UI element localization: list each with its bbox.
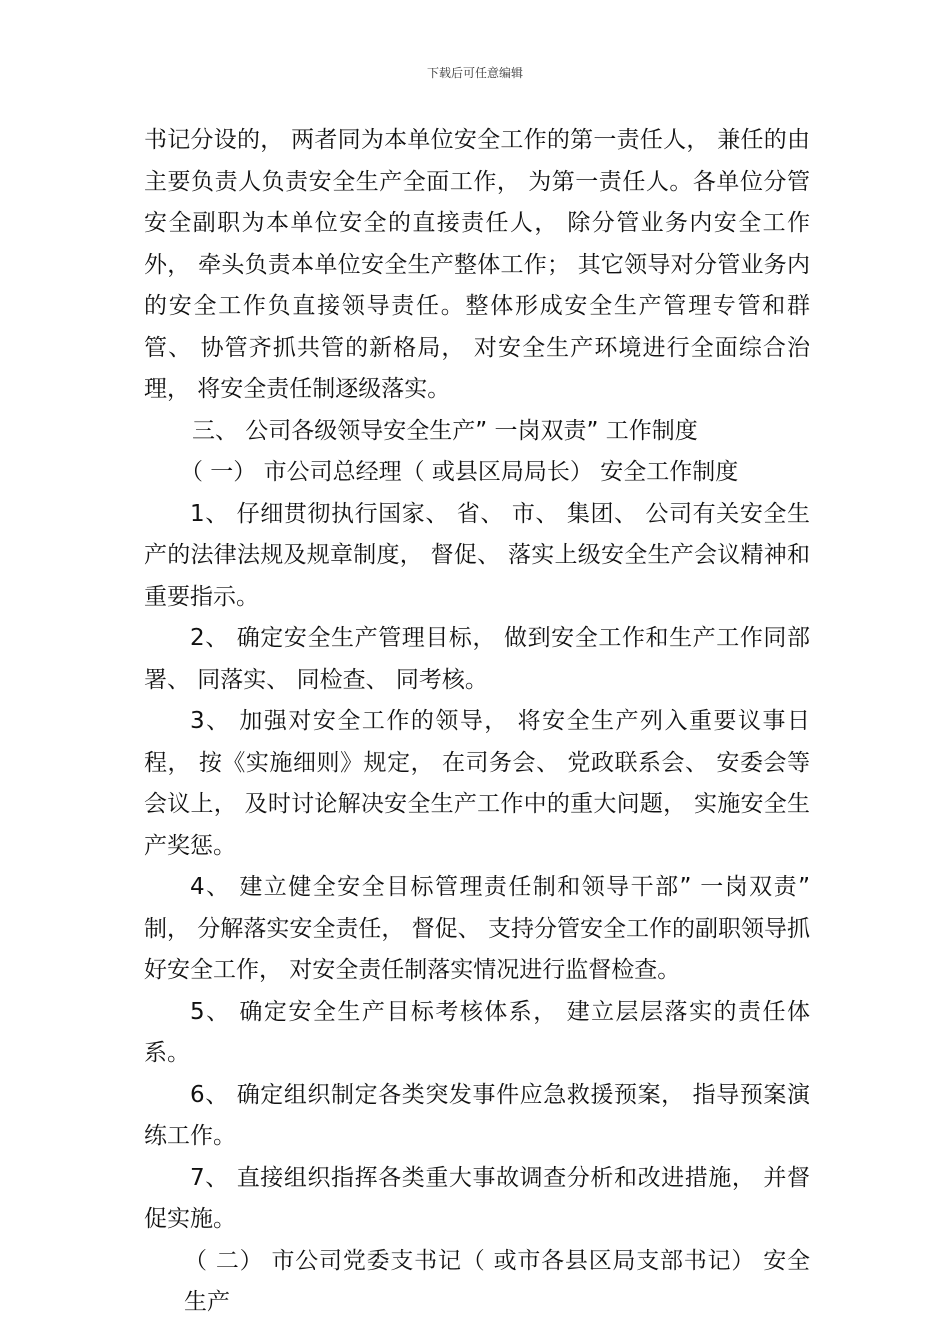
list-item-1: 1、 仔细贯彻执行国家、 省、 市、 集团、 公司有关安全生产的法律法规及规章制度， 督促、 落实上级安全生产会议精神和重要指示。 <box>144 500 810 610</box>
page-header: 下载后可任意编辑 <box>426 66 523 80</box>
list-item-2: 2、 确定安全生产管理目标， 做到安全工作和生产工作同部署、 同落实、 同检查、 同考核。 <box>144 625 810 693</box>
list-item-4: 4、 建立健全安全目标管理责任制和领导干部” 一岗双责” 制， 分解落实安全责任， 督促、 支持分管安全工作的副职领导抓好安全工作， 对安全责任制落实情况进行监督检查。 <box>144 874 810 983</box>
subsection-heading-two: （ 二） 市公司党委支书记（ 或市各县区局支部书记） 安全生产 <box>184 1247 810 1315</box>
list-item-6: 6、 确定组织制定各类突发事件应急救援预案， 指导预案演练工作。 <box>144 1081 810 1149</box>
list-item-5: 5、 确定安全生产目标考核体系， 建立层层落实的责任体系。 <box>144 998 810 1066</box>
document-body <box>144 120 810 1324</box>
subsection-heading-one: （ 一） 市公司总经理（ 或县区局局长） 安全工作制度 <box>180 459 739 485</box>
list-item-7: 7、 直接组织指挥各类重大事故调查分析和改进措施， 并督促实施。 <box>144 1164 810 1232</box>
section-heading-three: 三、 公司各级领导安全生产” 一岗双责” 工作制度 <box>192 417 698 444</box>
paragraph-responsibility-intro: 书记分设的， 两者同为本单位安全工作的第一责任人， 兼任的由主要负责人负责安全生产全面工作， 为第一责任人。各单位分管安全副职为本单位安全的直接责任人， 除分管业务内安全工作外， 牵头负责本单位安全生产整体工作； 其它领导对分管业务内的安全工作负直接领导责任。整体形成安全生产管理专管和群管、 协管齐抓共管的新格局， 对安全生产环境进行全面综合治理， 将安全责任制逐级落实。 <box>144 127 810 402</box>
list-item-3: 3、 加强对安全工作的领导， 将安全生产列入重要议事日程， 按《实施细则》规定， 在司务会、 党政联系会、 安委会等会议上， 及时讨论解决安全生产工作中的重大问题， 实施安全生产奖惩。 <box>144 708 810 859</box>
